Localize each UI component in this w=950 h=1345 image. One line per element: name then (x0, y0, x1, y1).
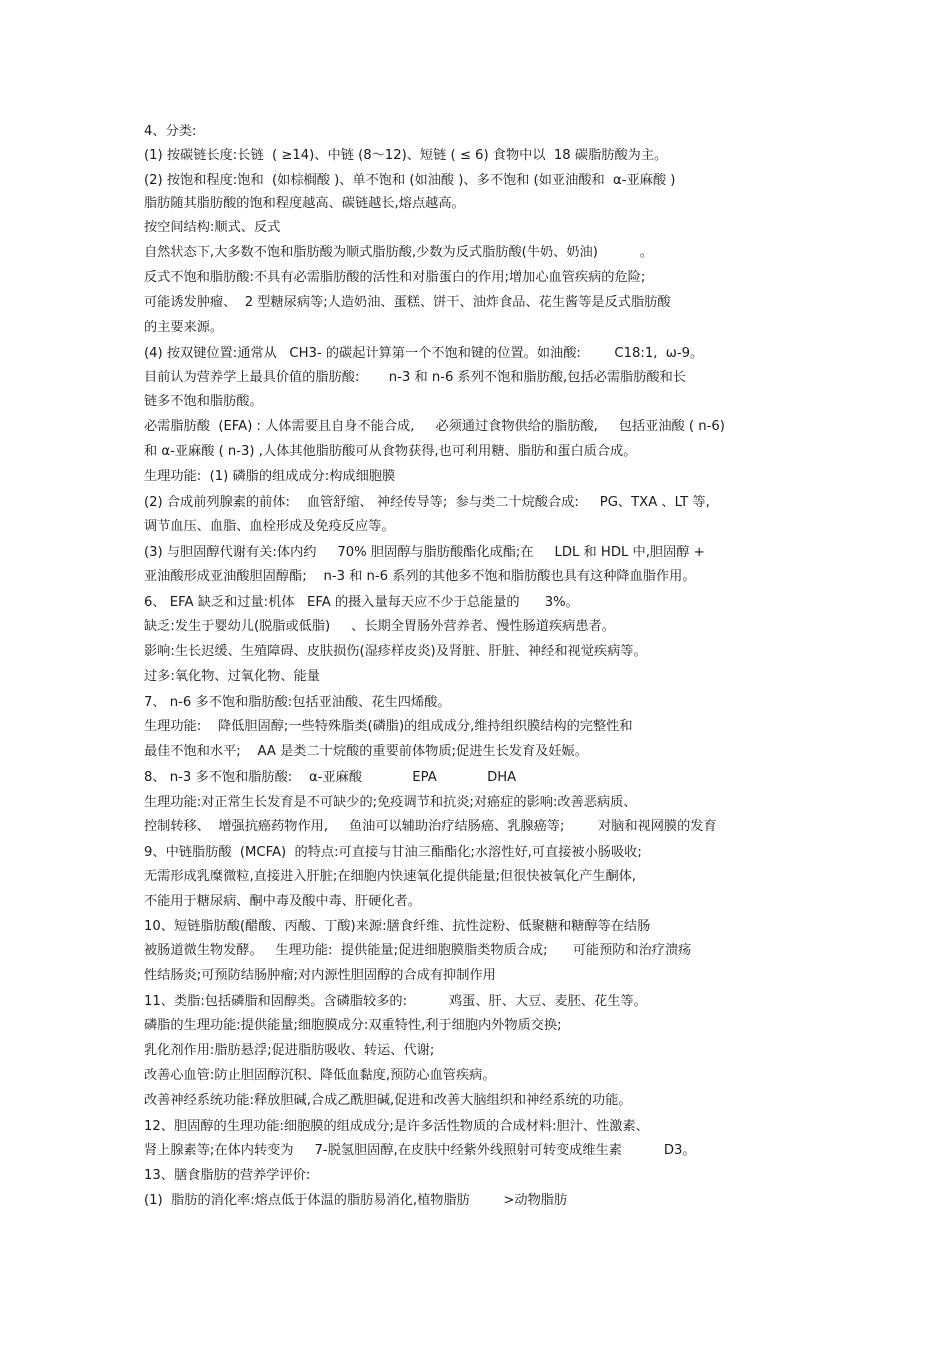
text-line: 7、 n-6 多不饱和脂肪酸:包括亚油酸、花生四烯酸。 (144, 695, 451, 710)
text-line: 的主要来源。 (144, 320, 224, 335)
text-line: 不能用于糖尿病、酮中毒及酸中毒、肝硬化者。 (144, 894, 421, 909)
text-line: 自然状态下,大多数不饱和脂肪酸为顺式脂肪酸,少数为反式脂肪酸(牛奶、奶油) 。 (144, 245, 653, 260)
text-line: 生理功能: 降低胆固醇;一些特殊脂类(磷脂)的组成成分,维持组织膜结构的完整性和 (144, 719, 633, 734)
text-line: 脂肪随其脂肪酸的饱和程度越高、碳链越长,熔点越高。 (144, 196, 465, 211)
text-line: 改善心血管:防止胆固醇沉积、降低血黏度,预防心血管疾病。 (144, 1068, 496, 1083)
text-line: 4、分类: (144, 124, 197, 139)
text-line: 生理功能: (1) 磷脂的组成成分:构成细胞膜 (144, 469, 396, 484)
text-line: 生理功能:对正常生长发育是不可缺少的;免疫调节和抗炎;对癌症的影响:改善恶病质、 (144, 795, 637, 810)
text-line: 最佳不饱和水平; AA 是类二十烷酸的重要前体物质;促进生长发育及妊娠。 (144, 744, 588, 759)
text-line: (1) 按碳链长度:长链 ( ≥14)、中链 (8～12)、短链 ( ≤ 6) 食物中以 18 碳脂肪酸为主。 (144, 148, 668, 163)
text-line: 缺乏:发生于婴幼儿(脱脂或低脂) 、长期全胃肠外营养者、慢性肠道疾病患者。 (144, 619, 615, 634)
text-line: 12、胆固醇的生理功能:细胞膜的组成成分;是许多活性物质的合成材料:胆汁、性激素、 (144, 1119, 649, 1134)
text-line: 6、 EFA 缺乏和过量:机体 EFA 的摄入量每天应不少于总能量的 3%。 (144, 595, 579, 610)
text-line: 可能诱发肿瘤、 2 型糖尿病等;人造奶油、蛋糕、饼干、油炸食品、花生酱等是反式脂肪酸 (144, 295, 671, 310)
text-line: 被肠道微生物发酵。 生理功能: 提供能量;促进细胞膜脂类物质合成; 可能预防和治疗溃疡 (144, 943, 692, 958)
text-line: 磷脂的生理功能:提供能量;细胞膜成分:双重特性,利于细胞内外物质交换; (144, 1018, 562, 1033)
text-line: 10、短链脂肪酸(醋酸、丙酸、丁酸)来源:膳食纤维、抗性淀粉、低聚糖和糖醇等在结肠 (144, 919, 651, 934)
text-line: 亚油酸形成亚油酸胆固醇酯; n-3 和 n-6 系列的其他多不饱和脂肪酸也具有这种降血脂作用。 (144, 569, 696, 584)
text-line: 过多:氧化物、过氧化物、能量 (144, 669, 320, 684)
text-line: 无需形成乳糜微粒,直接进入肝脏;在细胞内快速氧化提供能量;但很快被氧化产生酮体, (144, 869, 637, 884)
text-line: 改善神经系统功能:释放胆碱,合成乙酰胆碱,促进和改善大脑组织和神经系统的功能。 (144, 1093, 632, 1108)
text-line: 影响:生长迟缓、生殖障碍、皮肤损伤(湿疹样皮炎)及肾脏、肝脏、神经和视觉疾病等。 (144, 644, 647, 659)
text-line: 调节血压、血脂、血栓形成及免疫反应等。 (144, 519, 395, 534)
text-line: 8、 n-3 多不饱和脂肪酸: α-亚麻酸 EPA DHA (144, 770, 517, 785)
text-line: 性结肠炎;可预防结肠肿瘤;对内源性胆固醇的合成有抑制作用 (144, 968, 496, 983)
text-line: (3) 与胆固醇代谢有关:体内约 70% 胆固醇与脂肪酸酯化成酯;在 LDL 和 HDL 中,胆固醇 + (144, 545, 705, 560)
text-line: 和 α-亚麻酸 ( n-3) ,人体其他脂肪酸可从食物获得,也可利用糖、脂肪和蛋白质合成。 (144, 444, 637, 459)
text-line: 乳化剂作用:脂肪悬浮;促进脂肪吸收、转运、代谢; (144, 1043, 435, 1058)
text-line: 13、膳食脂肪的营养学评价: (144, 1168, 311, 1183)
text-line: 按空间结构:顺式、反式 (144, 220, 281, 235)
text-line: 9、中链脂肪酸 (MCFA) 的特点:可直接与甘油三酯酯化;水溶性好,可直接被小肠吸收; (144, 845, 642, 860)
text-line: 目前认为营养学上最具价值的脂肪酸: n-3 和 n-6 系列不饱和脂肪酸,包括必需脂肪酸和长 (144, 370, 686, 385)
text-line: 控制转移、 增强抗癌药物作用, 鱼油可以辅助治疗结肠癌、乳腺癌等; 对脑和视网膜的发育 (144, 819, 717, 834)
text-line: (4) 按双键位置:通常从 CH3- 的碳起计算第一个不饱和键的位置。如油酸: C18:1, ω-9。 (144, 346, 704, 361)
text-line: (2) 合成前列腺素的前体: 血管舒缩、 神经传导等; 参与类二十烷酸合成: PG、TXA 、LT 等, (144, 495, 710, 510)
text-line: 11、类脂:包括磷脂和固醇类。含磷脂较多的: 鸡蛋、肝、大豆、麦胚、花生等。 (144, 994, 647, 1009)
text-line: 反式不饱和脂肪酸:不具有必需脂肪酸的活性和对脂蛋白的作用;增加心血管疾病的危险; (144, 270, 646, 285)
text-line: 肾上腺素等;在体内转变为 7-脱氢胆固醇,在皮肤中经紫外线照射可转变成维生素 D3。 (144, 1143, 696, 1158)
text-line: 必需脂肪酸 (EFA) : 人体需要且自身不能合成, 必须通过食物供给的脂肪酸, 包括亚油酸 ( n-6) (144, 419, 725, 434)
text-line: (2) 按饱和程度:饱和 (如棕榈酸 )、单不饱和 (如油酸 )、多不饱和 (如亚油酸和 α-亚麻酸 ) (144, 173, 676, 188)
text-line: 链多不饱和脂肪酸。 (144, 394, 263, 409)
text-line: (1) 脂肪的消化率:熔点低于体温的脂肪易消化,植物脂肪 >动物脂肪 (144, 1193, 568, 1208)
